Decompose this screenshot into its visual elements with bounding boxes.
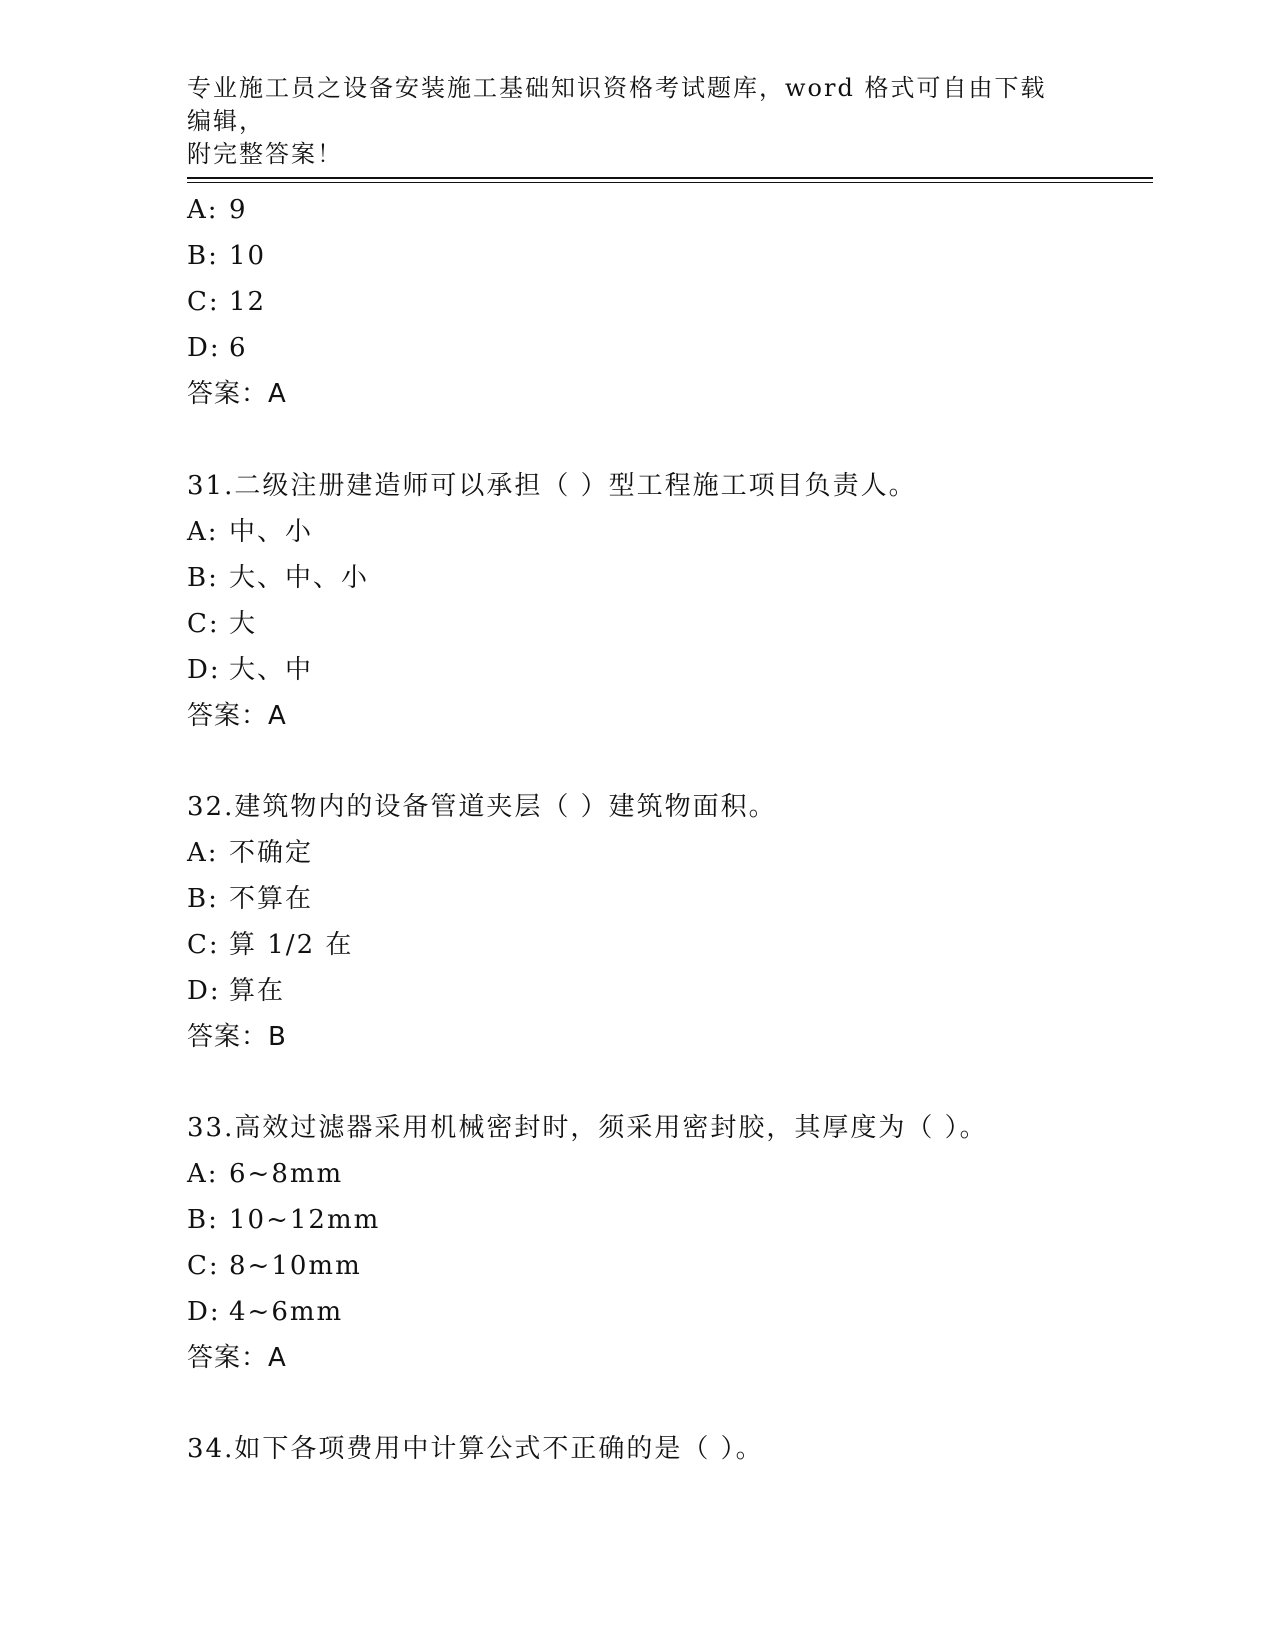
- header-rule-thin: [187, 182, 1153, 183]
- document-header: [187, 72, 1067, 171]
- answer-line: 答案：A: [187, 379, 287, 409]
- option-d: D: 6: [187, 333, 248, 363]
- option-b: B: 大、中、小: [187, 563, 370, 593]
- option-a: A: 9: [187, 195, 248, 225]
- question-stem-34: 34.如下各项费用中计算公式不正确的是（ ）。: [187, 1434, 764, 1464]
- option-c: C: 算 1/2 在: [187, 930, 354, 960]
- question-stem-32: 32.建筑物内的设备管道夹层（ ）建筑物面积。: [187, 792, 777, 822]
- option-b: B: 10~12mm: [187, 1205, 381, 1235]
- header-line-2: 附完整答案！: [187, 140, 343, 168]
- option-d: D: 算在: [187, 976, 286, 1006]
- option-a: A: 不确定: [187, 838, 314, 868]
- option-b: B: 10: [187, 241, 267, 271]
- answer-line: 答案：A: [187, 1343, 287, 1373]
- option-a: A: 6~8mm: [187, 1159, 344, 1189]
- option-d: D: 大、中: [187, 655, 314, 685]
- option-c: C: 大: [187, 609, 258, 639]
- option-a: A: 中、小: [187, 517, 314, 547]
- header-line-1: 专业施工员之设备安装施工基础知识资格考试题库，word 格式可自由下载编辑，: [187, 74, 1047, 135]
- answer-line: 答案：B: [187, 1022, 287, 1052]
- option-c: C: 8~10mm: [187, 1251, 362, 1281]
- option-b: B: 不算在: [187, 884, 314, 914]
- question-stem-33: 33.高效过滤器采用机械密封时，须采用密封胶，其厚度为（ ）。: [187, 1113, 988, 1143]
- option-c: C: 12: [187, 287, 267, 317]
- question-stem-31: 31.二级注册建造师可以承担（ ）型工程施工项目负责人。: [187, 471, 917, 501]
- answer-line: 答案：A: [187, 701, 287, 731]
- option-d: D: 4~6mm: [187, 1297, 344, 1327]
- header-rule-thick: [187, 177, 1153, 179]
